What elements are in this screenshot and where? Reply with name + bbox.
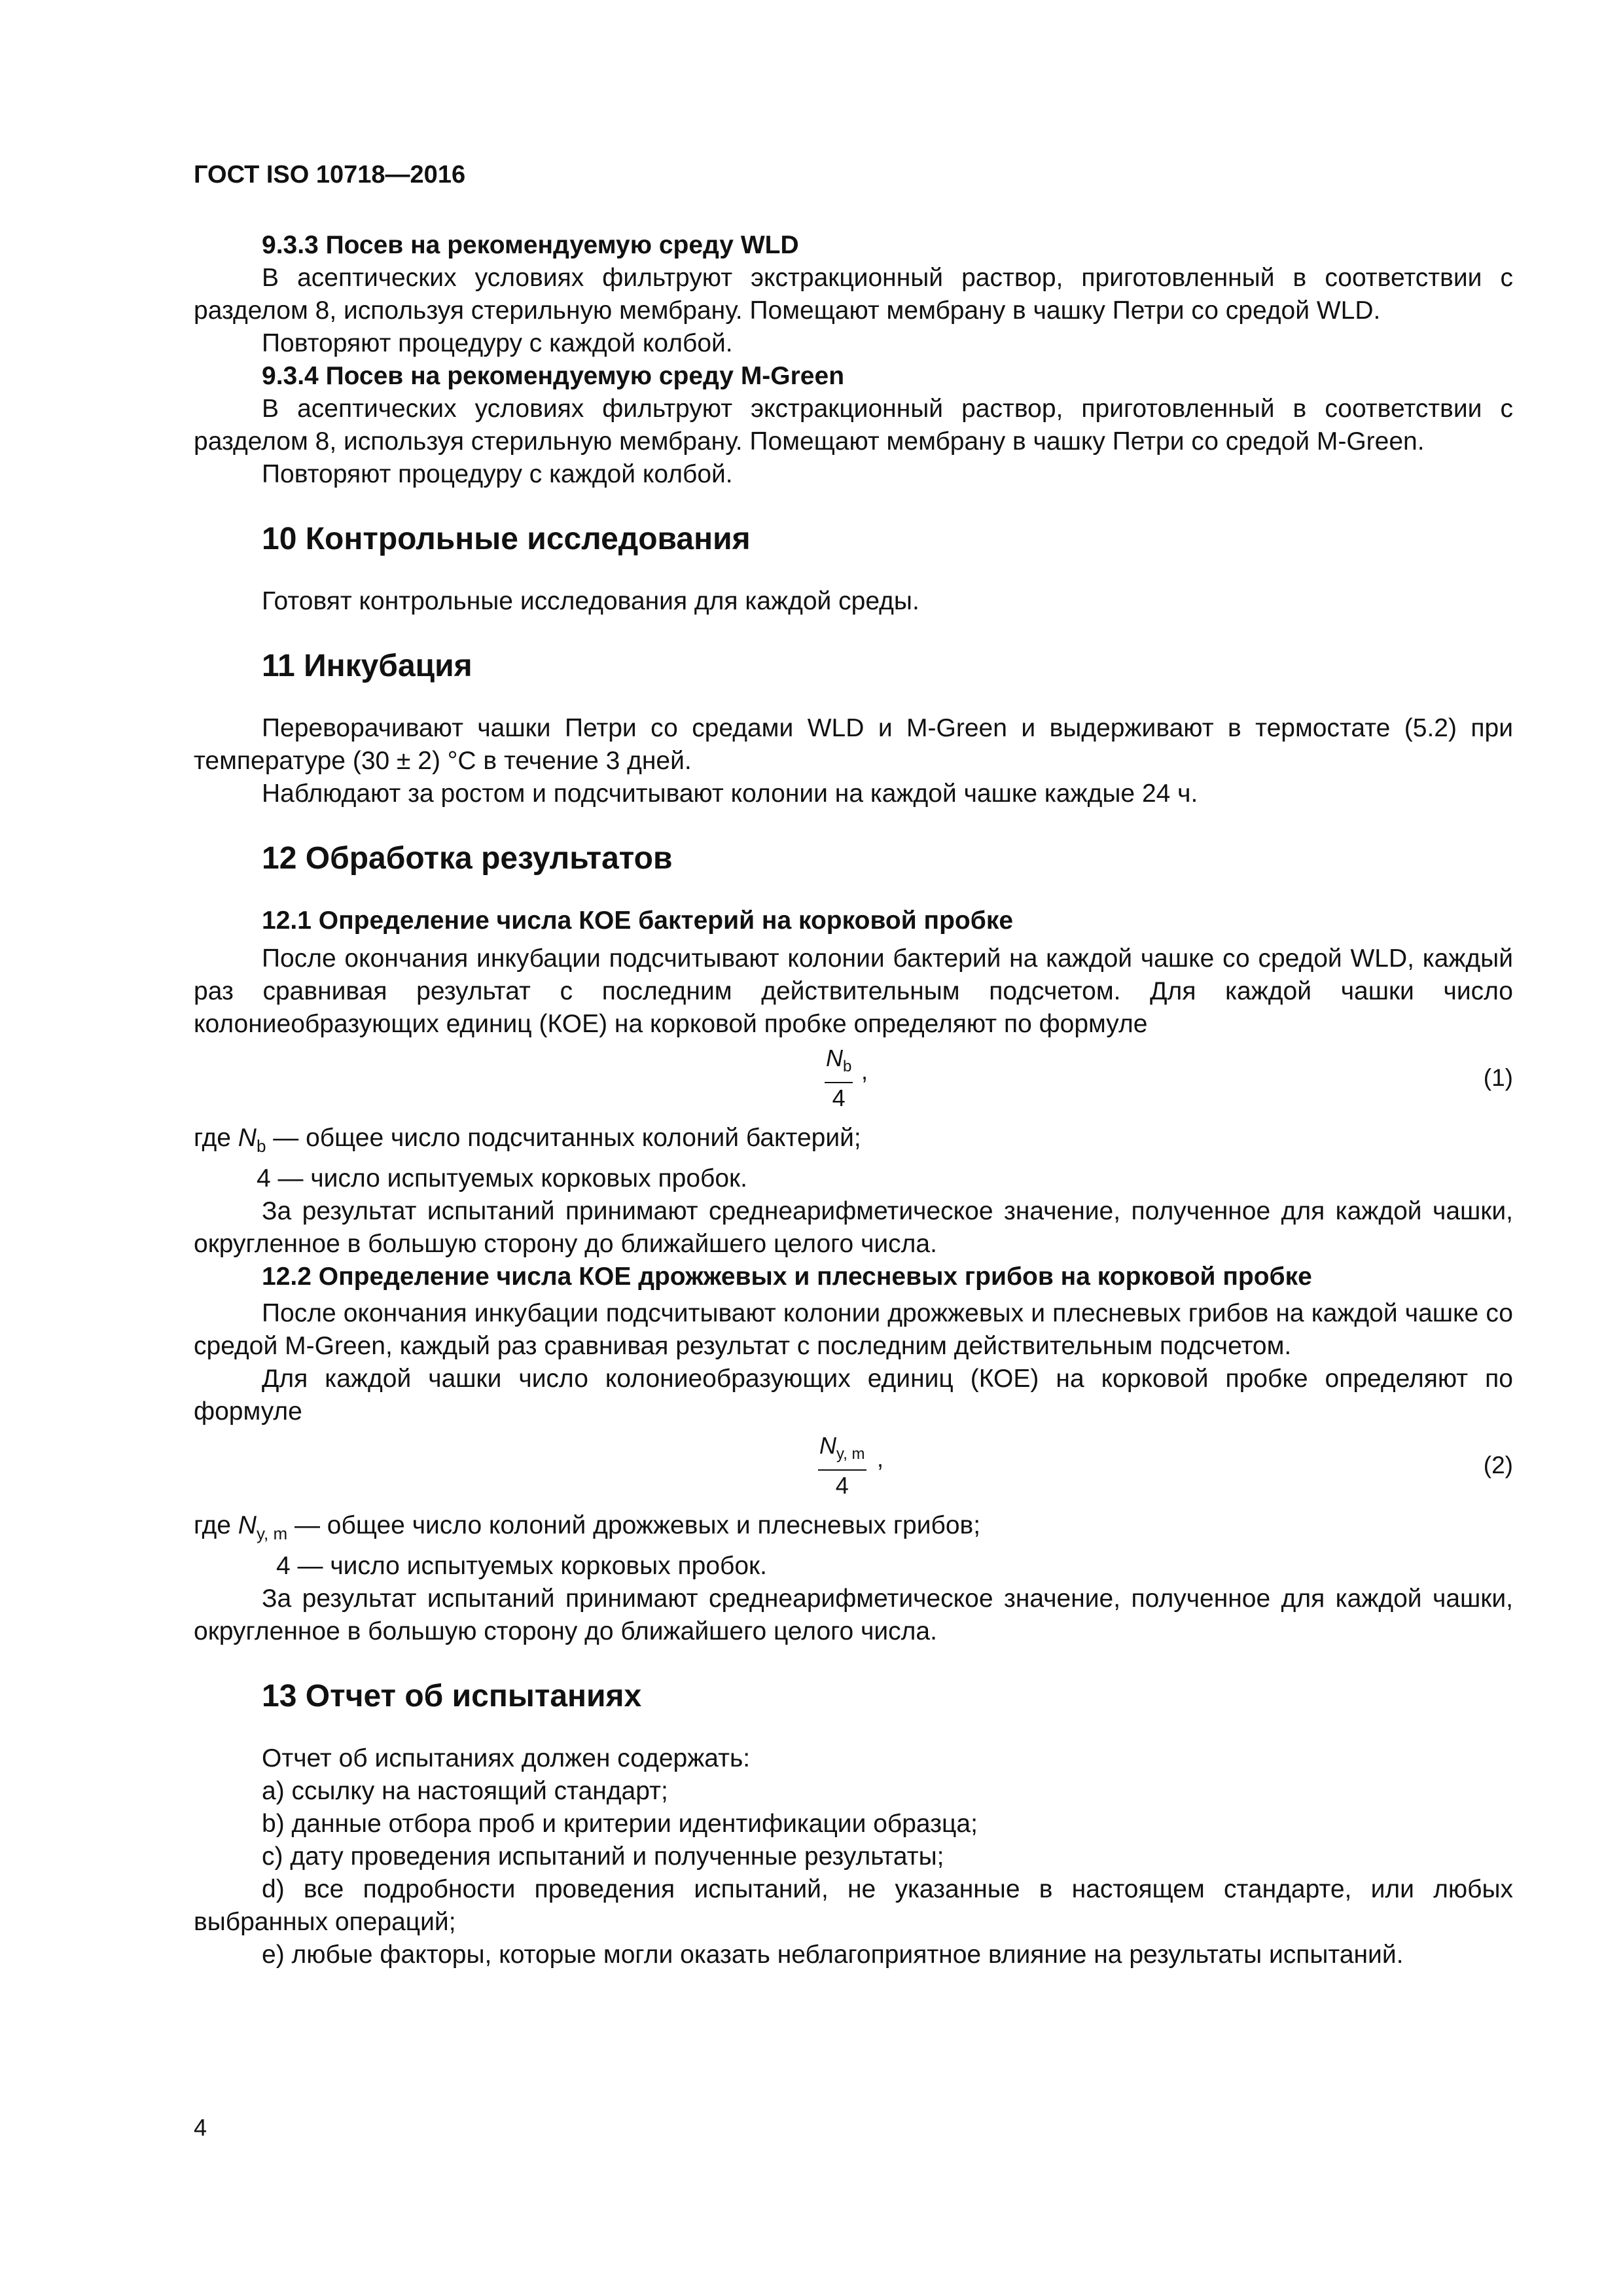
paragraph: В асептических условиях фильтруют экстракционный раствор, приготовленный в соответствии с разделом 8, используя стерильную мембрану. Помещают мембрану в чашку Петри со средой WLD. bbox=[194, 264, 1513, 325]
fraction bbox=[818, 1431, 866, 1501]
paragraph: Повторяют процедуру с каждой колбой. bbox=[262, 460, 733, 488]
formula-comma: , bbox=[877, 1444, 884, 1472]
subsection-heading-9-3-4: 9.3.4 Посев на рекомендуемую среду M-Green bbox=[262, 362, 845, 390]
subsection-heading-12-1: 12.1 Определение числа КОЕ бактерий на корковой пробке bbox=[262, 906, 1014, 935]
formula-comma: , bbox=[861, 1058, 868, 1085]
section-heading-12: 12 Обработка результатов bbox=[262, 841, 673, 876]
formula-2 bbox=[194, 1431, 1513, 1507]
list-item-b: b) данные отбора проб и критерии идентификации образца; bbox=[262, 1809, 978, 1838]
list-item-c: c) дату проведения испытаний и полученные результаты; bbox=[262, 1842, 944, 1871]
paragraph: За результат испытаний принимают среднеарифметическое значение, полученное для каждой чашки, округленное в большую сторону до ближайшего целого числа. bbox=[194, 1584, 1513, 1645]
paragraph: Наблюдают за ростом и подсчитывают колонии на каждой чашке каждые 24 ч. bbox=[262, 780, 1198, 808]
paragraph: За результат испытаний принимают среднеарифметическое значение, полученное для каждой чашки, округленное в большую сторону до ближайшего целого числа. bbox=[194, 1196, 1513, 1258]
document-body bbox=[194, 229, 1513, 1971]
where-clause: где $N_{y, m}$ — общее число колоний дрожжевых и плесневых грибов; bbox=[194, 1511, 981, 1543]
fraction bbox=[825, 1043, 853, 1113]
paragraph: Готовят контрольные исследования для каждой среды. bbox=[262, 587, 919, 615]
paragraph: Отчет об испытаниях должен содержать: bbox=[262, 1744, 751, 1772]
where-clause-item: 4 — число испытуемых корковых пробок. bbox=[257, 1164, 747, 1193]
fraction-denominator: 4 bbox=[832, 1085, 846, 1112]
subsection-heading-9-3-3: 9.3.3 Посев на рекомендуемую среду WLD bbox=[262, 231, 799, 259]
paragraph: После окончания инкубации подсчитывают колонии бактерий на каждой чашке со средой WLD, каждый раз сравнивая результат с последним действительным подсчетом. Для каждой чашки число колониеобразующих единиц (КОЕ) на корковой пробке определяют по формуле bbox=[194, 944, 1513, 1038]
paragraph: Переворачивают чашки Петри со средами WLD и M-Green и выдерживают в термостате (5.2) при температуре (30 ± 2) °С в течение 3 дней. bbox=[194, 714, 1513, 775]
paragraph: После окончания инкубации подсчитывают колонии дрожжевых и плесневых грибов на каждой чашке со средой M-Green, каждый раз сравнивая результат с последним действительным подсчетом. bbox=[194, 1299, 1513, 1360]
page-number: 4 bbox=[194, 2114, 207, 2141]
list-item-d: d) все подробности проведения испытаний, не указанные в настоящем стандарте, или любых выбранных операций; bbox=[194, 1874, 1513, 1936]
subsection-heading-12-2: 12.2 Определение числа КОЕ дрожжевых и плесневых грибов на корковой пробке bbox=[262, 1262, 1312, 1291]
paragraph: Для каждой чашки число колониеобразующих единиц (КОЕ) на корковой пробке определяют по формуле bbox=[194, 1364, 1513, 1426]
list-item-e: e) любые факторы, которые могли оказать неблагоприятное влияние на результаты испытаний. bbox=[262, 1940, 1404, 1969]
paragraph: В асептических условиях фильтруют экстракционный раствор, приготовленный в соответствии с разделом 8, используя стерильную мембрану. Помещают мембрану в чашку Петри со средой M-Green. bbox=[194, 395, 1513, 456]
section-heading-13: 13 Отчет об испытаниях bbox=[262, 1678, 642, 1713]
equation-number: (2) bbox=[1483, 1451, 1513, 1479]
document-header: ГОСТ ISO 10718—2016 bbox=[194, 161, 466, 188]
paragraph: Повторяют процедуру с каждой колбой. bbox=[262, 329, 733, 357]
where-clause: где $N_b$ — общее число подсчитанных колоний бактерий; bbox=[194, 1124, 861, 1156]
formula-1 bbox=[194, 1043, 1513, 1119]
section-heading-10: 10 Контрольные исследования bbox=[262, 522, 751, 556]
where-clause-item: 4 — число испытуемых корковых пробок. bbox=[276, 1551, 767, 1580]
fraction-denominator: 4 bbox=[835, 1471, 849, 1499]
fraction-numerator: $N_{y, m}$ bbox=[819, 1431, 865, 1463]
equation-number: (1) bbox=[1483, 1064, 1513, 1091]
fraction-numerator: $N_b$ bbox=[826, 1045, 852, 1076]
section-heading-11: 11 Инкубация bbox=[262, 649, 473, 683]
list-item-a: a) ссылку на настоящий стандарт; bbox=[262, 1776, 668, 1805]
